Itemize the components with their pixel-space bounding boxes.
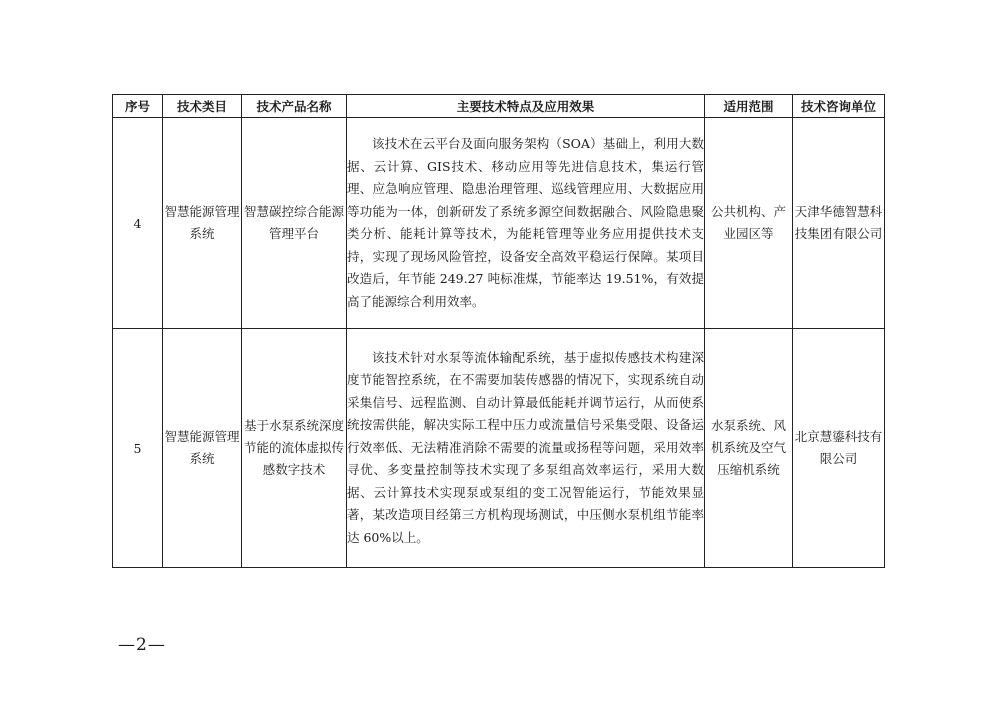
table-row <box>113 329 885 568</box>
consulting-org: 北京慧鎏科技有限公司 <box>793 329 885 568</box>
application-scope: 公共机构、产业园区等 <box>705 118 793 329</box>
header-description: 主要技术特点及应用效果 <box>347 95 705 118</box>
row-number: 4 <box>113 118 163 329</box>
header-scope: 适用范围 <box>705 95 793 118</box>
tech-category: 智慧能源管理系统 <box>163 118 242 329</box>
product-name: 智慧碳控综合能源管理平台 <box>242 118 347 329</box>
header-org: 技术咨询单位 <box>793 95 885 118</box>
header-category: 技术类目 <box>163 95 242 118</box>
table-header-row <box>113 95 885 118</box>
consulting-org: 天津华德智慧科技集团有限公司 <box>793 118 885 329</box>
header-no: 序号 <box>113 95 163 118</box>
row-number: 5 <box>113 329 163 568</box>
header-product: 技术产品名称 <box>242 95 347 118</box>
product-name: 基于水泵系统深度节能的流体虚拟传感数字技术 <box>242 329 347 568</box>
tech-description: 该技术在云平台及面向服务架构（SOA）基础上，利用大数据、云计算、GIS技术、移动应用等先进信息技术，集运行管理、应急响应管理、隐患治理管理、巡线管理应用、大数据应用等功能为一体，创新研发了系统多源空间数据融合、风险隐患聚类分析、能耗计算等技术，为能耗管理等业务应用提供技术支持，实现了现场风险管控，设备安全高效平稳运行保障。某项目改造后，年节能 249.27 吨标准煤，节能率达 19.51%，有效提高了能源综合利用效率。 <box>347 118 705 329</box>
tech-description: 该技术针对水泵等流体输配系统，基于虚拟传感技术构建深度节能智控系统，在不需要加装传感器的情况下，实现系统自动采集信号、远程监测、自动计算最低能耗并调节运行，从而使系统按需供能，解决实际工程中压力或流量信号采集受限、设备运行效率低、无法精准消除不需要的流量或扬程等问题，采用效率寻优、多变量控制等技术实现了多泵组高效率运行，采用大数据、云计算技术实现泵或泵组的变工况智能运行，节能效果显著，某改造项目经第三方机构现场测试，中压侧水泵机组节能率达 60%以上。 <box>347 329 705 568</box>
technology-table <box>112 94 885 568</box>
application-scope: 水泵系统、风机系统及空气压缩机系统 <box>705 329 793 568</box>
table-row <box>113 118 885 329</box>
page-number: —2— <box>118 635 166 655</box>
tech-category: 智慧能源管理系统 <box>163 329 242 568</box>
